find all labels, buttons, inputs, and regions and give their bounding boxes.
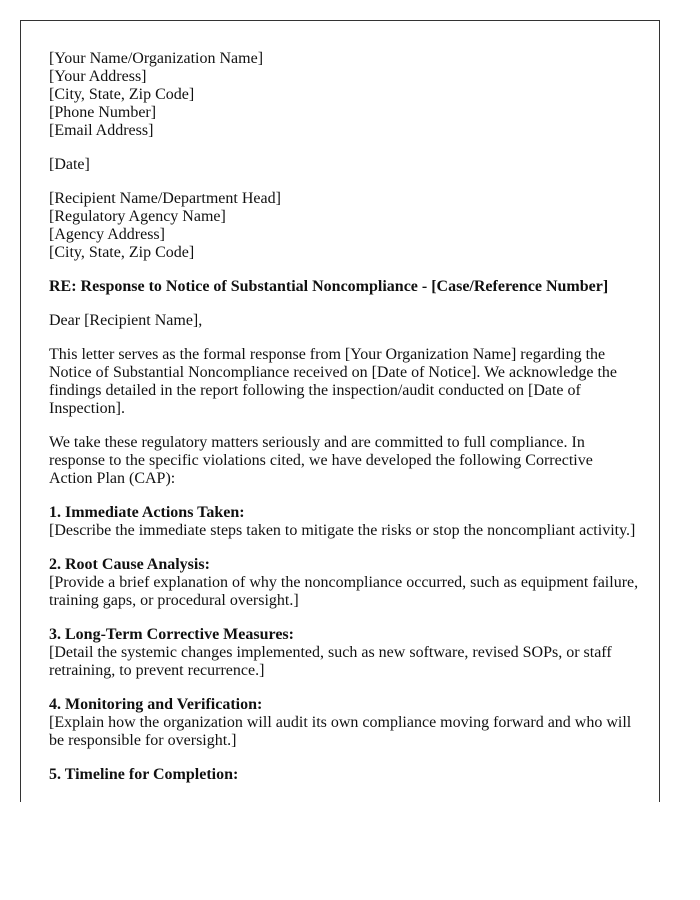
salutation: Dear [Recipient Name], <box>49 312 203 329</box>
letter-content <box>49 50 639 800</box>
letter-date: [Date] <box>49 156 90 173</box>
sender-name: [Your Name/Organization Name] <box>49 50 264 67</box>
cap-section-long-term-measures <box>49 626 639 680</box>
letter-page <box>20 20 660 802</box>
body-paragraph-intro: This letter serves as the formal response from [Your Organization Name] regarding the Notice of Substantial Noncompliance received on [Date of Notice]. We acknowledge the findings detailed in the report following the inspection/audit conducted on [Date of Inspection]. <box>49 346 617 417</box>
section-text: [Provide a brief explanation of why the noncompliance occurred, such as equipment failure, training gaps, or procedural oversight.] <box>49 574 639 609</box>
cap-section-immediate-actions <box>49 504 639 540</box>
recipient-address-block <box>49 190 639 262</box>
sender-address: [Your Address] <box>49 68 147 85</box>
cap-section-timeline <box>49 766 639 784</box>
section-text: [Describe the immediate steps taken to mitigate the risks or stop the noncompliant activity.] <box>49 522 636 539</box>
sender-city-state-zip: [City, State, Zip Code] <box>49 86 195 103</box>
date-block <box>49 156 639 174</box>
section-heading: 1. Immediate Actions Taken: <box>49 504 245 521</box>
recipient-name: [Recipient Name/Department Head] <box>49 190 281 207</box>
body-paragraph-commitment: We take these regulatory matters seriously and are committed to full compliance. In response to the specific violations cited, we have developed the following Corrective Action Plan (CAP): <box>49 434 593 487</box>
recipient-address: [Agency Address] <box>49 226 165 243</box>
subject-line: RE: Response to Notice of Substantial Noncompliance - [Case/Reference Number] <box>49 278 609 295</box>
cap-section-root-cause <box>49 556 639 610</box>
section-heading: 3. Long-Term Corrective Measures: <box>49 626 294 643</box>
recipient-city-state-zip: [City, State, Zip Code] <box>49 244 195 261</box>
section-text: [Explain how the organization will audit its own compliance moving forward and who will be responsible for oversight.] <box>49 714 632 749</box>
sender-address-block <box>49 50 639 140</box>
section-heading: 2. Root Cause Analysis: <box>49 556 210 573</box>
section-heading: 4. Monitoring and Verification: <box>49 696 263 713</box>
sender-email: [Email Address] <box>49 122 154 139</box>
recipient-agency: [Regulatory Agency Name] <box>49 208 226 225</box>
section-heading: 5. Timeline for Completion: <box>49 766 239 783</box>
sender-phone: [Phone Number] <box>49 104 157 121</box>
section-text: [Detail the systemic changes implemented, such as new software, revised SOPs, or staff retraining, to prevent recurrence.] <box>49 644 612 679</box>
cap-section-monitoring <box>49 696 639 750</box>
